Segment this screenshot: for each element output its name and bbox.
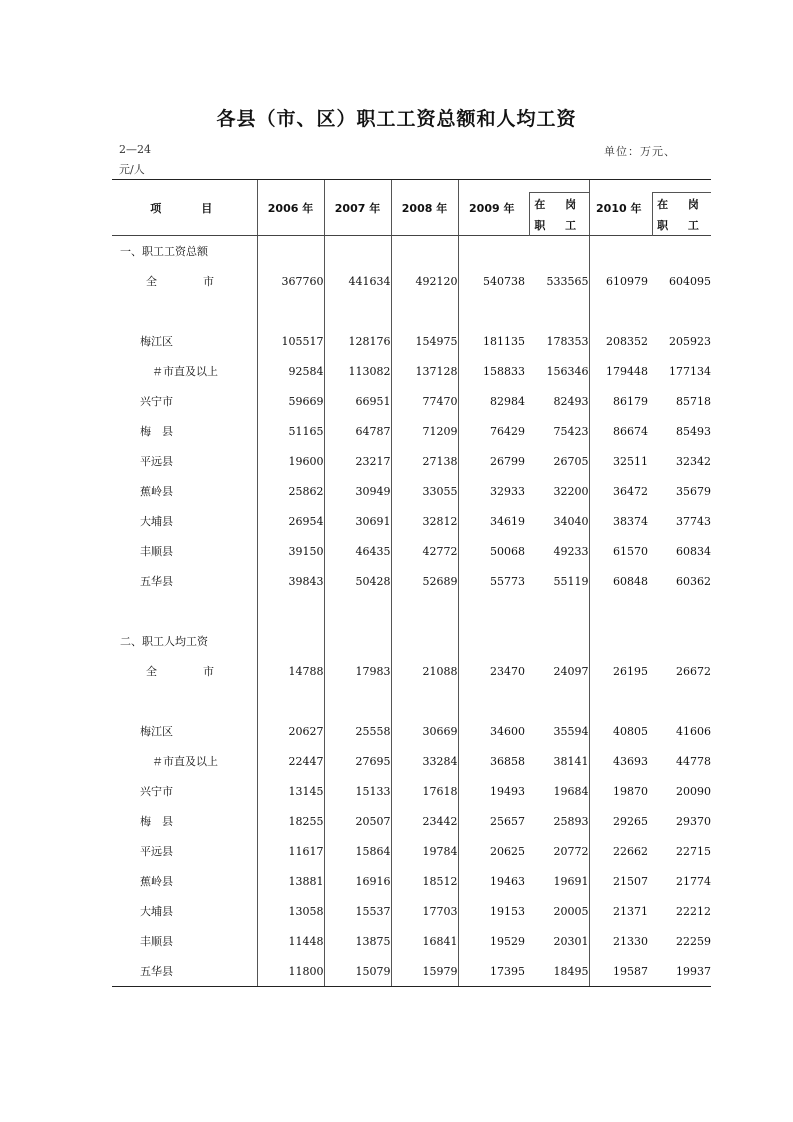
city-total-row	[112, 266, 711, 296]
table-row	[112, 716, 711, 746]
table-cell: 34619	[458, 506, 525, 536]
table-cell: 533565	[546, 274, 589, 288]
row-label: 丰顺县	[140, 935, 173, 948]
table-cell: 52689	[391, 566, 458, 596]
table-row	[112, 896, 711, 926]
table-cell: 16916	[324, 866, 391, 896]
empty-cell	[458, 596, 525, 626]
table-cell: 32812	[391, 506, 458, 536]
table-cell: 128176	[324, 326, 391, 356]
table-cell: 25893	[553, 814, 589, 828]
empty-cell	[458, 296, 525, 326]
table-cell: 205923	[669, 334, 711, 348]
table-cell: 137128	[391, 356, 458, 386]
empty-cell	[257, 596, 324, 626]
row-label: 梅 县	[140, 815, 173, 828]
table-row	[112, 446, 711, 476]
table-cell: 60362	[676, 574, 711, 588]
table-cell: 15864	[324, 836, 391, 866]
table-cell: 17395	[458, 956, 525, 987]
table-cell: 26705	[553, 454, 589, 468]
empty-cell	[257, 236, 324, 267]
table-cell: 27138	[391, 446, 458, 476]
empty-cell	[257, 296, 324, 326]
table-cell: 19684	[553, 784, 589, 798]
table-row	[112, 776, 711, 806]
row-label: 蕉岭县	[140, 485, 173, 498]
table-code: 2—24	[119, 143, 151, 156]
table-cell: 86179	[589, 386, 648, 416]
table-cell: 27695	[324, 746, 391, 776]
header-onpost-top: 在 岗	[534, 197, 585, 211]
table-cell: 21371	[589, 896, 648, 926]
table-cell: 20627	[257, 716, 324, 746]
section-title: 二、职工人均工资	[120, 635, 208, 648]
table-row	[112, 476, 711, 506]
table-cell: 19587	[589, 956, 648, 987]
table-cell: 35679	[676, 484, 711, 498]
table-cell: 11617	[257, 836, 324, 866]
table-cell: 22662	[589, 836, 648, 866]
header-2009-onpost	[525, 180, 589, 236]
table-cell: 75423	[553, 424, 589, 438]
table-cell: 39843	[257, 566, 324, 596]
table-cell: 51165	[257, 416, 324, 446]
table-cell: 85718	[676, 394, 711, 408]
table-row	[112, 566, 711, 596]
table-cell: 21330	[589, 926, 648, 956]
table-cell: 113082	[324, 356, 391, 386]
spacer-row	[112, 296, 711, 326]
table-cell: 23470	[458, 656, 525, 686]
table-cell: 17618	[391, 776, 458, 806]
header-2010-onpost	[648, 180, 711, 236]
table-cell: 20625	[458, 836, 525, 866]
city-label-a: 全	[146, 275, 157, 288]
empty-cell	[589, 596, 648, 626]
table-row	[112, 926, 711, 956]
table-cell: 60848	[589, 566, 648, 596]
table-cell: 38374	[589, 506, 648, 536]
table-cell: 38141	[553, 754, 589, 768]
table-cell: 32200	[553, 484, 589, 498]
table-cell: 33284	[391, 746, 458, 776]
empty-cell	[525, 296, 589, 326]
table-cell: 13881	[257, 866, 324, 896]
table-cell: 25558	[324, 716, 391, 746]
table-cell: 34600	[458, 716, 525, 746]
table-row	[112, 386, 711, 416]
table-cell: 156346	[546, 364, 589, 378]
table-cell: 19493	[458, 776, 525, 806]
table-cell: 36472	[589, 476, 648, 506]
row-label: 平远县	[140, 845, 173, 858]
table-cell: 18495	[525, 956, 589, 987]
header-2008: 2008 年	[391, 180, 458, 236]
table-cell: 17983	[324, 656, 391, 686]
header-item: 项 目	[112, 180, 257, 236]
table-cell: 22259	[676, 934, 711, 948]
table-cell: 25657	[458, 806, 525, 836]
row-label: 平远县	[140, 455, 173, 468]
empty-cell	[589, 686, 648, 716]
table-cell: 15537	[324, 896, 391, 926]
table-cell: 158833	[458, 356, 525, 386]
empty-cell	[391, 236, 458, 267]
table-cell: 37743	[676, 514, 711, 528]
row-label: 梅江区	[140, 335, 173, 348]
table-cell: 35594	[553, 724, 589, 738]
table-row	[112, 956, 711, 987]
empty-cell	[324, 626, 391, 656]
table-cell: 19153	[458, 896, 525, 926]
table-cell: 17703	[391, 896, 458, 926]
row-label: 兴宁市	[140, 395, 173, 408]
table-row	[112, 536, 711, 566]
header-2009: 2009 年	[458, 180, 525, 236]
table-cell: 21774	[676, 874, 711, 888]
table-cell: 19784	[391, 836, 458, 866]
table-cell: 19691	[553, 874, 589, 888]
table-cell: 21507	[589, 866, 648, 896]
table-cell: 23442	[391, 806, 458, 836]
table-cell: 19870	[589, 776, 648, 806]
empty-cell	[257, 626, 324, 656]
table-cell: 29265	[589, 806, 648, 836]
row-label: 梅江区	[140, 725, 173, 738]
table-cell: 20507	[324, 806, 391, 836]
empty-cell	[324, 596, 391, 626]
city-label-b: 市	[203, 665, 214, 678]
empty-cell	[112, 296, 257, 326]
table-cell: 367760	[257, 266, 324, 296]
table-cell: 25862	[257, 476, 324, 506]
table-cell: 26195	[589, 656, 648, 686]
table-row	[112, 416, 711, 446]
table-cell: 46435	[324, 536, 391, 566]
table-cell: 18512	[391, 866, 458, 896]
table-cell: 11800	[257, 956, 324, 987]
empty-cell	[112, 596, 257, 626]
header-2010: 2010 年	[589, 180, 648, 236]
table-cell: 30669	[391, 716, 458, 746]
table-cell: 20005	[553, 904, 589, 918]
table-cell: 24097	[553, 664, 589, 678]
table-cell: 23217	[324, 446, 391, 476]
header-2007: 2007 年	[324, 180, 391, 236]
table-cell: 40805	[589, 716, 648, 746]
section-title-row	[112, 236, 711, 267]
empty-cell	[525, 686, 589, 716]
table-cell: 22715	[676, 844, 711, 858]
table-cell: 13058	[257, 896, 324, 926]
table-cell: 20301	[553, 934, 589, 948]
table-cell: 77470	[391, 386, 458, 416]
empty-cell	[525, 596, 589, 626]
table-cell: 21088	[391, 656, 458, 686]
empty-cell	[324, 296, 391, 326]
empty-cell	[112, 686, 257, 716]
empty-cell	[458, 686, 525, 716]
table-cell: 44778	[676, 754, 711, 768]
table-cell: 604095	[669, 274, 711, 288]
table-cell: 15133	[324, 776, 391, 806]
table-cell: 66951	[324, 386, 391, 416]
table-cell: 20772	[553, 844, 589, 858]
spacer-row	[112, 686, 711, 716]
table-cell: 32342	[676, 454, 711, 468]
header-onpost2-top: 在 岗	[657, 197, 707, 211]
empty-cell	[648, 596, 711, 626]
table-cell: 64787	[324, 416, 391, 446]
table-cell: 60834	[676, 544, 711, 558]
table-cell: 39150	[257, 536, 324, 566]
table-cell: 208352	[589, 326, 648, 356]
table-cell: 154975	[391, 326, 458, 356]
spacer-row	[112, 596, 711, 626]
table-row	[112, 836, 711, 866]
table-cell: 42772	[391, 536, 458, 566]
table-cell: 50428	[324, 566, 391, 596]
header-row	[112, 180, 711, 236]
table-cell: 19937	[648, 956, 711, 987]
table-cell: 29370	[676, 814, 711, 828]
table-cell: 41606	[676, 724, 711, 738]
table-cell: 32511	[589, 446, 648, 476]
table-row	[112, 356, 711, 386]
empty-cell	[391, 686, 458, 716]
table-cell: 82984	[458, 386, 525, 416]
table-cell: 36858	[458, 746, 525, 776]
table-cell: 59669	[257, 386, 324, 416]
section-title: 一、职工工资总额	[120, 245, 208, 258]
table-cell: 181135	[458, 326, 525, 356]
empty-cell	[257, 686, 324, 716]
table-cell: 179448	[589, 356, 648, 386]
row-label: 大埔县	[140, 905, 173, 918]
wage-table	[112, 179, 711, 987]
table-cell: 105517	[257, 326, 324, 356]
row-label: 五华县	[140, 575, 173, 588]
empty-cell	[648, 686, 711, 716]
empty-cell	[391, 596, 458, 626]
city-label-b: 市	[203, 275, 214, 288]
table-cell: 610979	[589, 266, 648, 296]
table-cell: 55773	[458, 566, 525, 596]
table-cell: 50068	[458, 536, 525, 566]
table-cell: 18255	[257, 806, 324, 836]
row-label-city	[112, 266, 257, 296]
table-cell: 11448	[257, 926, 324, 956]
unit-label-continued: 元/人	[119, 163, 145, 176]
row-label: ＃市直及以上	[152, 755, 218, 768]
empty-cell	[589, 236, 648, 267]
table-cell: 15079	[324, 956, 391, 987]
table-cell: 178353	[546, 334, 589, 348]
table-cell: 22447	[257, 746, 324, 776]
table-cell: 26799	[458, 446, 525, 476]
table-cell: 441634	[324, 266, 391, 296]
table-row	[112, 326, 711, 356]
table-cell: 92584	[257, 356, 324, 386]
table-cell: 34040	[553, 514, 589, 528]
row-label: ＃市直及以上	[152, 365, 218, 378]
table-cell: 43693	[589, 746, 648, 776]
row-label: 大埔县	[140, 515, 173, 528]
header-onpost-bottom: 职 工	[534, 219, 585, 233]
empty-cell	[648, 236, 711, 267]
empty-cell	[648, 296, 711, 326]
page-title: 各县（市、区）职工工资总额和人均工资	[216, 108, 577, 130]
table-cell: 19463	[458, 866, 525, 896]
table-cell: 13145	[257, 776, 324, 806]
empty-cell	[648, 626, 711, 656]
table-cell: 86674	[589, 416, 648, 446]
table-cell: 20090	[676, 784, 711, 798]
table-cell: 76429	[458, 416, 525, 446]
table-cell: 22212	[676, 904, 711, 918]
table-row	[112, 506, 711, 536]
table-cell: 14788	[257, 656, 324, 686]
header-2006: 2006 年	[257, 180, 324, 236]
table-cell: 540738	[458, 266, 525, 296]
empty-cell	[324, 686, 391, 716]
empty-cell	[391, 296, 458, 326]
table-cell: 61570	[589, 536, 648, 566]
unit-label: 单位：万元、	[604, 145, 676, 158]
empty-cell	[391, 626, 458, 656]
city-label	[146, 273, 214, 289]
table-cell: 26954	[257, 506, 324, 536]
table-cell: 492120	[391, 266, 458, 296]
row-label: 梅 县	[140, 425, 173, 438]
table-cell: 16841	[391, 926, 458, 956]
table-row	[112, 806, 711, 836]
table-cell: 71209	[391, 416, 458, 446]
table-cell: 26672	[676, 664, 711, 678]
table-cell: 33055	[391, 476, 458, 506]
empty-cell	[589, 626, 648, 656]
table-cell: 30949	[324, 476, 391, 506]
table-cell: 30691	[324, 506, 391, 536]
row-label: 五华县	[112, 956, 257, 987]
table-cell: 85493	[676, 424, 711, 438]
empty-cell	[525, 626, 589, 656]
city-label-a: 全	[146, 665, 157, 678]
table-cell: 49233	[553, 544, 589, 558]
table-cell: 19529	[458, 926, 525, 956]
table-cell: 32933	[458, 476, 525, 506]
table-cell: 19600	[257, 446, 324, 476]
table-cell: 82493	[553, 394, 589, 408]
section-title-row	[112, 626, 711, 656]
table-row	[112, 746, 711, 776]
empty-cell	[324, 236, 391, 267]
city-label	[146, 663, 214, 679]
city-total-row	[112, 656, 711, 686]
header-onpost2-bottom: 职 工	[657, 219, 707, 233]
row-label: 蕉岭县	[140, 875, 173, 888]
table-cell: 15979	[391, 956, 458, 987]
empty-cell	[525, 236, 589, 267]
row-label: 兴宁市	[140, 785, 173, 798]
empty-cell	[458, 626, 525, 656]
table-row	[112, 866, 711, 896]
row-label-city	[112, 656, 257, 686]
empty-cell	[589, 296, 648, 326]
table-cell: 13875	[324, 926, 391, 956]
row-label: 丰顺县	[140, 545, 173, 558]
table-cell: 177134	[669, 364, 711, 378]
empty-cell	[458, 236, 525, 267]
table-cell: 55119	[553, 574, 589, 588]
